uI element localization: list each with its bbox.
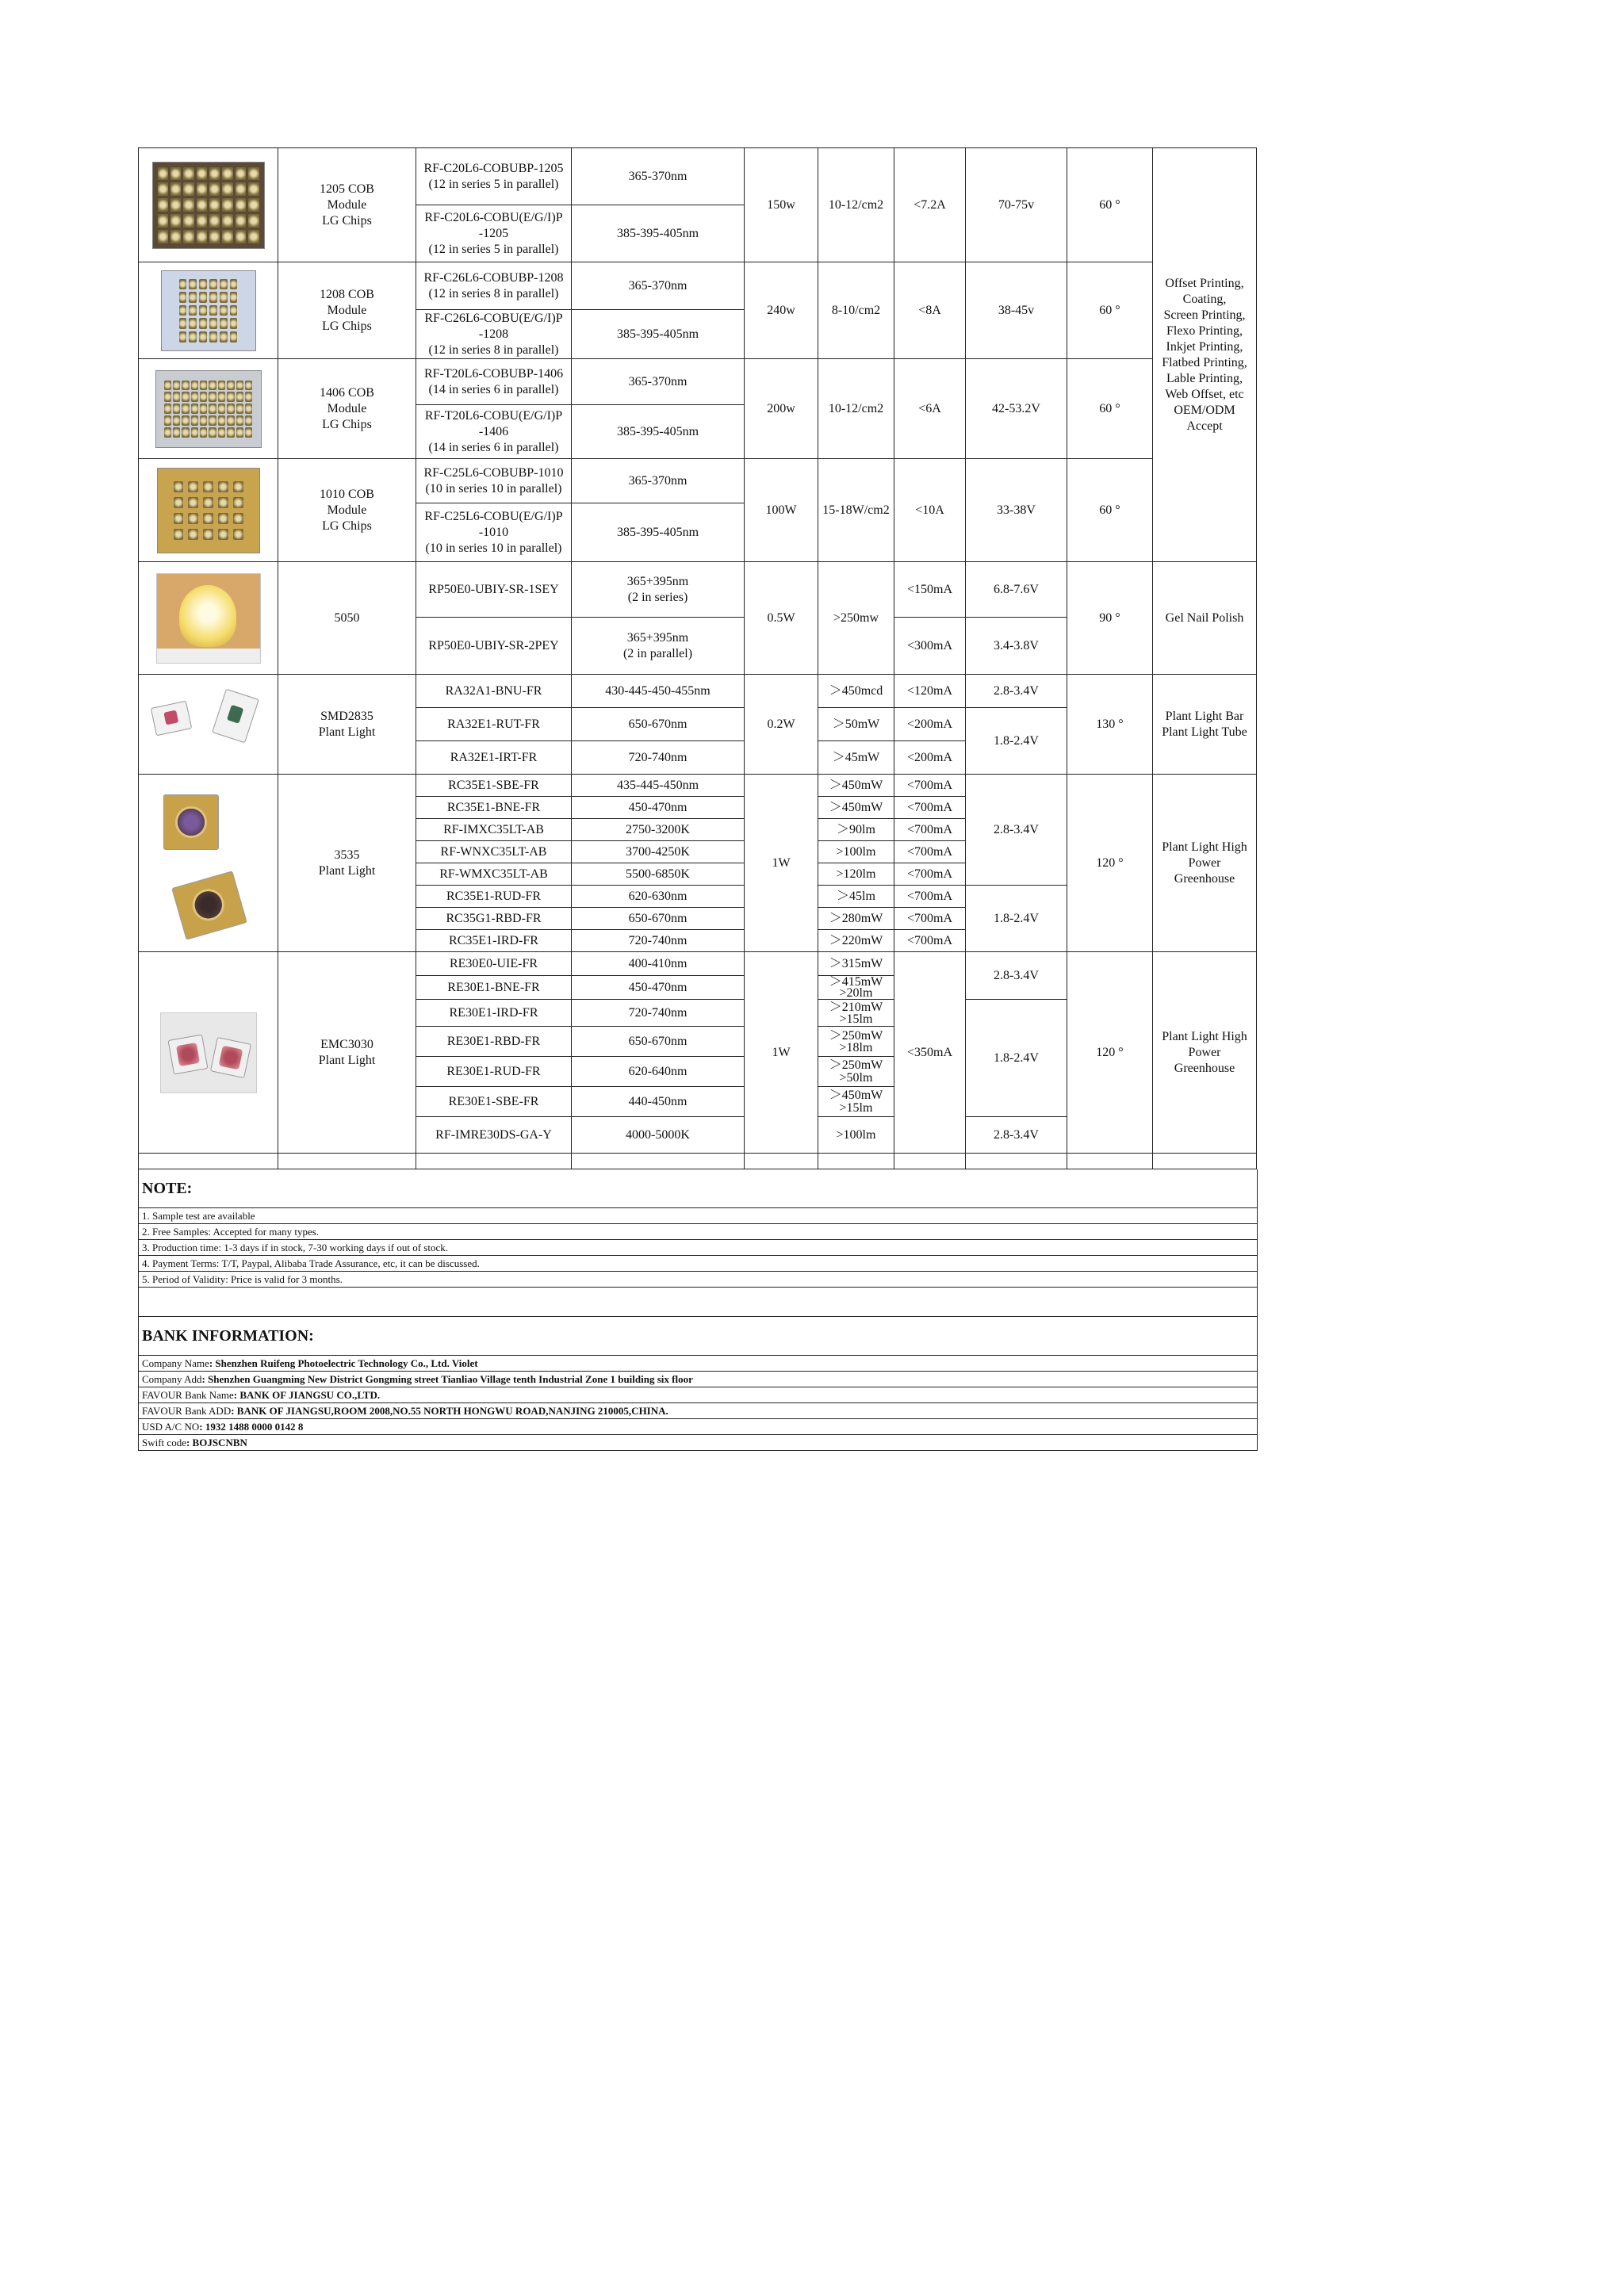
application-cell: Plant Light High Power Greenhouse: [1153, 952, 1257, 1154]
model-cell: RF-IMXC35LT-AB: [416, 819, 572, 841]
angle-cell: 90 °: [1067, 562, 1153, 675]
flux-cell: ＞315mW: [818, 952, 894, 976]
note-item: 4. Payment Terms: T/T, Paypal, Alibaba Trade Assurance, etc, it can be discussed.: [139, 1256, 1257, 1272]
current-cell: <700mA: [894, 908, 966, 930]
wavelength-cell: 365-370nm: [572, 148, 745, 205]
table-row: [139, 262, 1257, 310]
product-name: 5050: [278, 562, 416, 675]
product-image: [139, 359, 278, 459]
wavelength-cell: 450-470nm: [572, 976, 745, 1000]
voltage-cell: 70-75v: [966, 148, 1067, 262]
voltage-cell: 6.8-7.6V: [966, 562, 1067, 618]
blank-row: [139, 1288, 1257, 1317]
empty-cell: [1153, 1154, 1257, 1169]
model-cell: RA32E1-RUT-FR: [416, 708, 572, 741]
irradiance-cell: 10-12/cm2: [818, 148, 894, 262]
current-cell: <8A: [894, 262, 966, 359]
voltage-cell: 2.8-3.4V: [966, 775, 1067, 886]
product-sheet: [138, 147, 1256, 1451]
model-cell: RC35G1-RBD-FR: [416, 908, 572, 930]
empty-cell: [818, 1154, 894, 1169]
product-image: [139, 148, 278, 262]
product-name: 3535 Plant Light: [278, 775, 416, 952]
empty-cell: [1067, 1154, 1153, 1169]
flux-cell: ＞280mW: [818, 908, 894, 930]
voltage-cell: 2.8-3.4V: [966, 1117, 1067, 1154]
power-cell: 0.2W: [745, 675, 818, 775]
current-cell: <700mA: [894, 797, 966, 819]
wavelength-cell: 400-410nm: [572, 952, 745, 976]
emc3030-led-photo: [160, 1012, 257, 1093]
empty-cell: [139, 1154, 278, 1169]
model-cell: RP50E0-UBIY-SR-1SEY: [416, 562, 572, 618]
cob-1205-module-photo: [152, 162, 265, 249]
model-cell: RF-T20L6-COBUBP-1406 (14 in series 6 in parallel): [416, 359, 572, 405]
flux-cell: ＞450mW: [818, 797, 894, 819]
voltage-cell: 38-45v: [966, 262, 1067, 359]
wavelength-cell: 385-395-405nm: [572, 205, 745, 262]
wavelength-cell: 450-470nm: [572, 797, 745, 819]
table-row: [139, 952, 1257, 976]
current-cell: <7.2A: [894, 148, 966, 262]
product-image: [139, 952, 278, 1154]
current-cell: <200mA: [894, 741, 966, 775]
angle-cell: 120 °: [1067, 775, 1153, 952]
model-cell: RF-IMRE30DS-GA-Y: [416, 1117, 572, 1154]
wavelength-cell: 385-395-405nm: [572, 405, 745, 459]
power-cell: 1W: [745, 952, 818, 1154]
flux-cell: >120lm: [818, 863, 894, 886]
product-image: [139, 675, 278, 775]
voltage-cell: 2.8-3.4V: [966, 952, 1067, 1000]
note-item: 3. Production time: 1-3 days if in stock, 7-30 working days if out of stock.: [139, 1240, 1257, 1256]
power-cell: 0.5W: [745, 562, 818, 675]
current-cell: <150mA: [894, 562, 966, 618]
wavelength-cell: 430-445-450-455nm: [572, 675, 745, 708]
model-cell: RA32E1-IRT-FR: [416, 741, 572, 775]
wavelength-cell: 720-740nm: [572, 1000, 745, 1027]
application-cell: Gel Nail Polish: [1153, 562, 1257, 675]
table-row: [139, 1154, 1257, 1169]
current-cell: <6A: [894, 359, 966, 459]
voltage-cell: 1.8-2.4V: [966, 886, 1067, 952]
cob-1208-module-photo: [161, 270, 256, 351]
bank-address: FAVOUR Bank ADD: BANK OF JIANGSU,ROOM 2008,NO.55 NORTH HONGWU ROAD,NANJING 210005,CHINA.: [139, 1403, 1257, 1419]
application-cell: Plant Light High Power Greenhouse: [1153, 775, 1257, 952]
model-cell: RE30E1-IRD-FR: [416, 1000, 572, 1027]
power-cell: 200w: [745, 359, 818, 459]
voltage-cell: 33-38V: [966, 459, 1067, 562]
wavelength-cell: 365-370nm: [572, 459, 745, 503]
product-name: 1205 COB Module LG Chips: [278, 148, 416, 262]
wavelength-cell: 650-670nm: [572, 1027, 745, 1057]
current-cell: <10A: [894, 459, 966, 562]
angle-cell: 120 °: [1067, 952, 1153, 1154]
current-cell: <700mA: [894, 863, 966, 886]
voltage-cell: 42-53.2V: [966, 359, 1067, 459]
note-item: 1. Sample test are available: [139, 1208, 1257, 1224]
product-name: 1208 COB Module LG Chips: [278, 262, 416, 359]
wavelength-cell: 650-670nm: [572, 908, 745, 930]
current-cell: <350mA: [894, 952, 966, 1154]
table-row: [139, 148, 1257, 205]
power-cell: 100W: [745, 459, 818, 562]
flux-cell: ＞45lm: [818, 886, 894, 908]
current-cell: <700mA: [894, 819, 966, 841]
application-cell: Plant Light Bar Plant Light Tube: [1153, 675, 1257, 775]
irradiance-cell: 10-12/cm2: [818, 359, 894, 459]
current-cell: <700mA: [894, 841, 966, 863]
flux-cell: ＞250mW >18lm: [818, 1027, 894, 1057]
uv-5050-led-photo: [156, 573, 261, 664]
voltage-cell: 3.4-3.8V: [966, 618, 1067, 675]
model-cell: RF-C20L6-COBU(E/G/I)P -1205 (12 in series 5 in parallel): [416, 205, 572, 262]
flux-cell: ＞415mW >20lm: [818, 976, 894, 1000]
bank-company-name: Company Name: Shenzhen Ruifeng Photoelectric Technology Co., Ltd. Violet: [139, 1356, 1257, 1372]
flux-cell: ＞450mcd: [818, 675, 894, 708]
note-item: 2. Free Samples: Accepted for many types.: [139, 1224, 1257, 1240]
power-cell: 150w: [745, 148, 818, 262]
product-image: [139, 459, 278, 562]
smd2835-led-photo: [145, 685, 272, 764]
empty-cell: [894, 1154, 966, 1169]
table-row: [139, 562, 1257, 618]
model-cell: RC35E1-RUD-FR: [416, 886, 572, 908]
model-cell: RE30E0-UIE-FR: [416, 952, 572, 976]
model-cell: RF-C20L6-COBUBP-1205 (12 in series 5 in parallel): [416, 148, 572, 205]
wavelength-cell: 3700-4250K: [572, 841, 745, 863]
wavelength-cell: 435-445-450nm: [572, 775, 745, 797]
empty-cell: [745, 1154, 818, 1169]
voltage-cell: 1.8-2.4V: [966, 1000, 1067, 1117]
flux-cell: ＞250mW >50lm: [818, 1057, 894, 1087]
flux-cell: ＞210mW >15lm: [818, 1000, 894, 1027]
flux-cell: ＞450mW >15lm: [818, 1087, 894, 1117]
current-cell: <200mA: [894, 708, 966, 741]
current-cell: <300mA: [894, 618, 966, 675]
current-cell: <700mA: [894, 930, 966, 952]
wavelength-cell: 720-740nm: [572, 930, 745, 952]
bank-name: FAVOUR Bank Name: BANK OF JIANGSU CO.,LTD.: [139, 1387, 1257, 1403]
power-cell: 240w: [745, 262, 818, 359]
angle-cell: 60 °: [1067, 262, 1153, 359]
product-table: [138, 147, 1257, 1169]
wavelength-cell: 650-670nm: [572, 708, 745, 741]
bank-company-address: Company Add: Shenzhen Guangming New District Gongming street Tianliao Village tenth Industrial Zone 1 building six floor: [139, 1372, 1257, 1387]
angle-cell: 130 °: [1067, 675, 1153, 775]
wavelength-cell: 440-450nm: [572, 1087, 745, 1117]
p3535-led-photo: [149, 780, 268, 947]
model-cell: RF-WNXC35LT-AB: [416, 841, 572, 863]
product-name: 1406 COB Module LG Chips: [278, 359, 416, 459]
irradiance-cell: 8-10/cm2: [818, 262, 894, 359]
model-cell: RE30E1-BNE-FR: [416, 976, 572, 1000]
notes-section: [138, 1169, 1258, 1451]
model-cell: RE30E1-SBE-FR: [416, 1087, 572, 1117]
flux-cell: ＞45mW: [818, 741, 894, 775]
angle-cell: 60 °: [1067, 359, 1153, 459]
model-cell: RC35E1-BNE-FR: [416, 797, 572, 819]
wavelength-cell: 365+395nm (2 in parallel): [572, 618, 745, 675]
wavelength-cell: 385-395-405nm: [572, 503, 745, 562]
angle-cell: 60 °: [1067, 148, 1153, 262]
voltage-cell: 2.8-3.4V: [966, 675, 1067, 708]
wavelength-cell: 365+395nm (2 in series): [572, 562, 745, 618]
table-row: [139, 359, 1257, 405]
model-cell: RF-T20L6-COBU(E/G/I)P -1406 (14 in series 6 in parallel): [416, 405, 572, 459]
bank-heading: BANK INFORMATION:: [139, 1317, 1257, 1356]
table-row: [139, 459, 1257, 503]
flux-cell: >100lm: [818, 841, 894, 863]
product-name: 1010 COB Module LG Chips: [278, 459, 416, 562]
model-cell: RA32A1-BNU-FR: [416, 675, 572, 708]
angle-cell: 60 °: [1067, 459, 1153, 562]
model-cell: RE30E1-RUD-FR: [416, 1057, 572, 1087]
model-cell: RC35E1-SBE-FR: [416, 775, 572, 797]
table-row: [139, 675, 1257, 708]
bank-swift-code: Swift code: BOJSCNBN: [139, 1435, 1257, 1451]
wavelength-cell: 365-370nm: [572, 359, 745, 405]
wavelength-cell: 620-640nm: [572, 1057, 745, 1087]
model-cell: RF-WMXC35LT-AB: [416, 863, 572, 886]
empty-cell: [966, 1154, 1067, 1169]
wavelength-cell: 365-370nm: [572, 262, 745, 310]
product-image: [139, 262, 278, 359]
power-cell: 1W: [745, 775, 818, 952]
wavelength-cell: 385-395-405nm: [572, 310, 745, 359]
application-cell: Offset Printing, Coating, Screen Printing, Flexo Printing, Inkjet Printing, Flatbed Printing, Lable Printing, Web Offset, etc OEM/ODM Accept: [1153, 148, 1257, 562]
wavelength-cell: 2750-3200K: [572, 819, 745, 841]
table-row: [139, 775, 1257, 797]
wavelength-cell: 5500-6850K: [572, 863, 745, 886]
product-image: [139, 775, 278, 952]
product-name: SMD2835 Plant Light: [278, 675, 416, 775]
model-cell: RF-C25L6-COBUBP-1010 (10 in series 10 in parallel): [416, 459, 572, 503]
model-cell: RF-C26L6-COBU(E/G/I)P -1208 (12 in series 8 in parallel): [416, 310, 572, 359]
model-cell: RF-C25L6-COBU(E/G/I)P -1010 (10 in series 10 in parallel): [416, 503, 572, 562]
current-cell: <700mA: [894, 886, 966, 908]
bank-account-number: USD A/C NO: 1932 1488 0000 0142 8: [139, 1419, 1257, 1435]
voltage-cell: 1.8-2.4V: [966, 708, 1067, 775]
current-cell: <700mA: [894, 775, 966, 797]
empty-cell: [278, 1154, 416, 1169]
cob-1010-module-photo: [157, 468, 260, 553]
flux-cell: ＞220mW: [818, 930, 894, 952]
wavelength-cell: 4000-5000K: [572, 1117, 745, 1154]
product-image: [139, 562, 278, 675]
flux-cell: >100lm: [818, 1117, 894, 1154]
wavelength-cell: 620-630nm: [572, 886, 745, 908]
product-name: EMC3030 Plant Light: [278, 952, 416, 1154]
model-cell: RP50E0-UBIY-SR-2PEY: [416, 618, 572, 675]
flux-cell: ＞50mW: [818, 708, 894, 741]
model-cell: RE30E1-RBD-FR: [416, 1027, 572, 1057]
flux-cell: ＞90lm: [818, 819, 894, 841]
cob-1406-module-photo: [155, 370, 262, 448]
empty-cell: [572, 1154, 745, 1169]
model-cell: RF-C26L6-COBUBP-1208 (12 in series 8 in parallel): [416, 262, 572, 310]
flux-cell: ＞450mW: [818, 775, 894, 797]
current-cell: <120mA: [894, 675, 966, 708]
note-heading: NOTE:: [139, 1169, 1257, 1208]
empty-cell: [416, 1154, 572, 1169]
note-item: 5. Period of Validity: Price is valid for 3 months.: [139, 1272, 1257, 1288]
wavelength-cell: 720-740nm: [572, 741, 745, 775]
irradiance-cell: 15-18W/cm2: [818, 459, 894, 562]
flux-cell: >250mw: [818, 562, 894, 675]
model-cell: RC35E1-IRD-FR: [416, 930, 572, 952]
